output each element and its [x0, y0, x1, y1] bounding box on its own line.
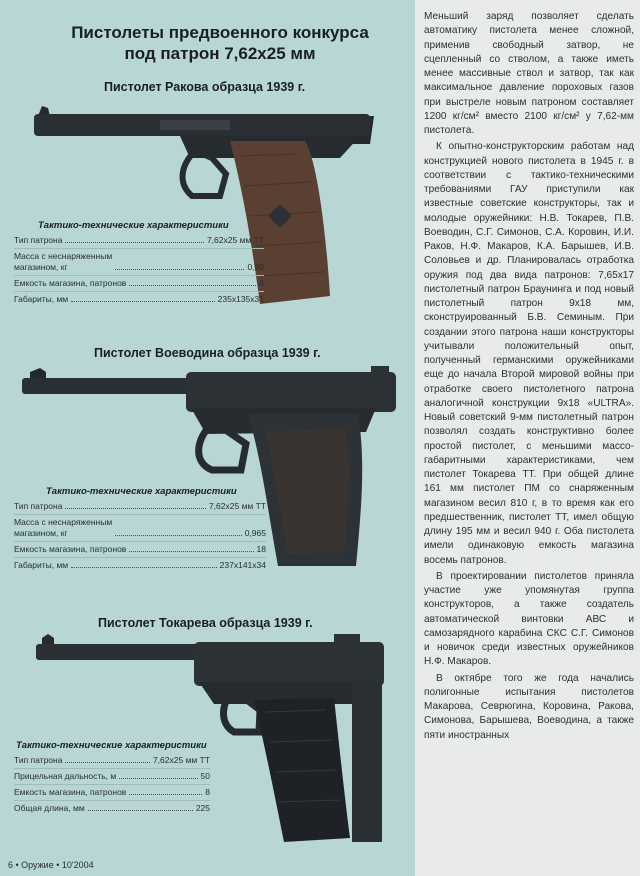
spec-row: Габариты, мм 235x135x31 — [14, 294, 264, 304]
spec-row: Емкость магазина, патронов 8 — [14, 278, 264, 288]
voevodin-barrel — [22, 378, 202, 394]
article-paragraph: В октябре того же года начались полигонные испытания пистолетов Макарова, Севрюгина, Коровина, Ракова, Симонова, Барышева, Воеводина, а также пяти иностранных — [424, 672, 634, 741]
page-footer: 6 • Оружие • 10'2004 — [8, 860, 94, 870]
article-text — [424, 10, 634, 745]
spec-row: Масса с неснаряженным магазином, кг 0,99 — [14, 251, 264, 272]
spec-row: Емкость магазина, патронов 18 — [14, 544, 266, 554]
specs-heading: Тактико-технические характеристики — [38, 220, 229, 231]
specs-heading: Тактико-технические характеристики — [46, 486, 237, 497]
specs-heading: Тактико-технические характеристики — [16, 740, 207, 751]
spec-row: Емкость магазина, патронов 8 — [14, 787, 210, 797]
spec-row: Прицельная дальность, м 50 — [14, 771, 210, 781]
spec-row: Масса с неснаряженным магазином, кг 0,965 — [14, 517, 266, 538]
page-title: Пистолеты предвоенного конкурса под патрон 7,62x25 мм — [71, 23, 369, 63]
tokarev-specs — [14, 740, 210, 814]
article-paragraph: В проектировании пистолетов приняла участие уже упомянутая группа конструкторов, а также создатель автоматической винтовки АВС и самозарядного карабина СКС С.Г. Симонов и новичок среди известных оружейников Н.Ф. Макаров. — [424, 570, 634, 668]
pistol-title-rakov: Пистолет Ракова образца 1939 г. — [104, 80, 306, 94]
spec-row: Тип патрона 7,62x25 мм ТТ — [14, 755, 210, 765]
spec-row: Габариты, мм 237x141x34 — [14, 560, 266, 570]
rakov-specs — [14, 220, 264, 305]
article-paragraph: К опытно-конструкторским работам над конструкцией нового пистолета в 1945 г. в соответствии с тактико-техническими требованиями ГАУ приступили как известные советские конструкторы, так и молодые оружейники: Н.В. Токарев, П.В. Воеводин, С.Г. Симонов, С.А. Коровин, И.И. Раков, Н.Ф. Макаров, К.А. Барышев, И.В. Соловьев и др. Планировалась отработка оружия под два вида патронов: 7,65x17 пистолетный патрон Браунинга и под новый пистолетный патрон 9x18 мм, сконструированный Б.В. Семиным. При создании этого патрона наши конструкторы учитывали положительный опыт, полученный германскими оружейниками еще до начала Второй мировой войны при отработке своего пистолетного патрона аналогичной конструкции 9x18 «ULTRA». Новый советский 9-мм пистолетный патрон позволял создать конструктивно более простой пистолет, с меньшими массо-габаритными характеристиками, чем пистолет Токарева ТТ. При общей длине 161 мм пистолет ПМ со снаряженным магазином весил 810 г, в то время как его предшественник, пистолет ТТ, имел общую длину 195 мм и весил 940 г. Оба пистолета имели одинаковую емкость магазина восемь патронов. — [424, 141, 634, 566]
spec-row: Тип патрона 7,62x25 мм ТТ — [14, 235, 264, 245]
tokarev-barrel — [36, 644, 212, 660]
pistol-title-voevodin: Пистолет Воеводина образца 1939 г. — [94, 346, 321, 360]
tokarev-magazine — [352, 682, 382, 842]
article-paragraph: Меньший заряд позволяет сделать автоматику пистолета менее сложной, применив свободный затвор, не сцепленный со стволом, а также иметь менее массивные ствол и затвор, так как максимальное давление пороховых газов при выстреле новым патроном составляет 1200 кг/см² вместо 2100 кг/см² у 7,62-мм пистолета. — [424, 11, 634, 136]
voevodin-slide — [186, 372, 396, 412]
spec-row: Тип патрона 7,62x25 мм ТТ — [14, 501, 266, 511]
voevodin-specs — [14, 486, 266, 571]
pistol-title-tokarev: Пистолет Токарева образца 1939 г. — [98, 616, 313, 630]
spec-row: Общая длина, мм 225 — [14, 803, 210, 813]
